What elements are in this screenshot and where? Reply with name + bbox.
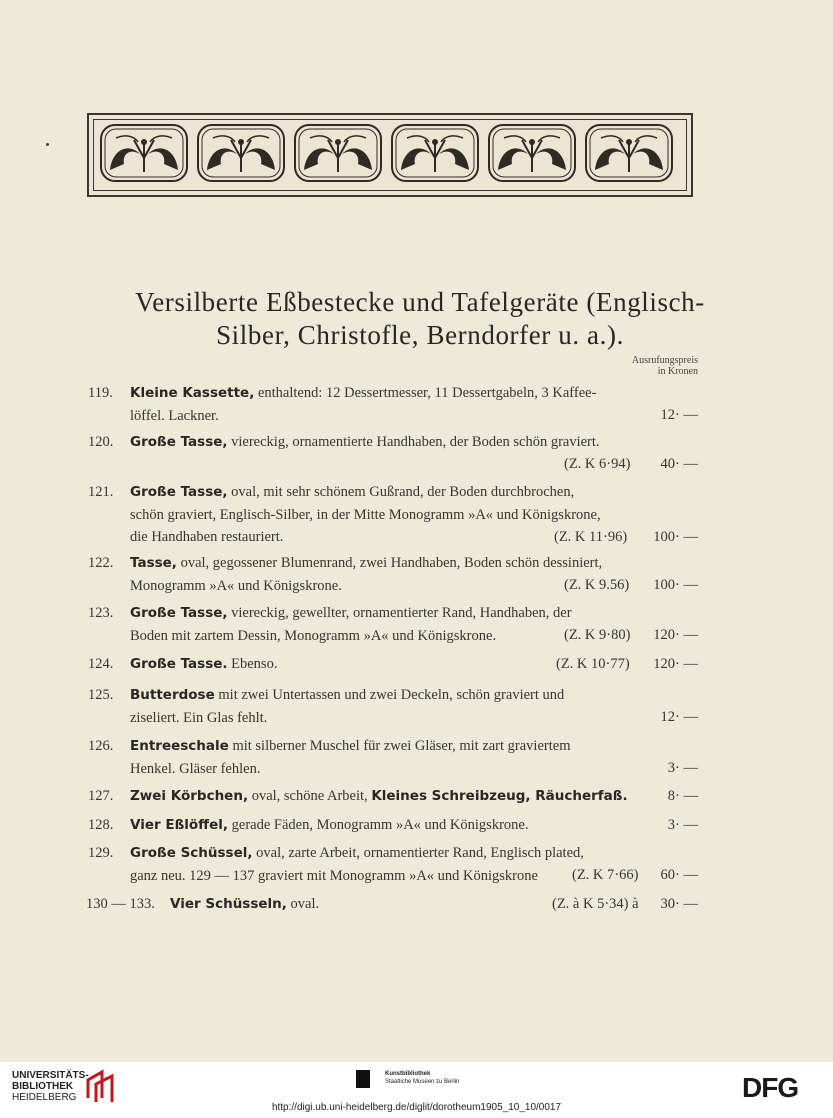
- lot-description: enthaltend: 12 Dessertmesser, 11 Dessertgabeln, 3 Kaffee-: [254, 385, 597, 401]
- catalog-entry-122: [88, 552, 698, 598]
- lot-reference: (Z. K 10·77): [556, 656, 630, 672]
- lot-price: 120· —: [653, 627, 698, 643]
- lot-number: 119.: [88, 385, 113, 401]
- catalog-entry-121: [88, 481, 698, 549]
- lot-reference: (Z. à K 5·34) à: [552, 896, 639, 912]
- lot-number: 121.: [88, 484, 114, 500]
- lot-price: 3· —: [667, 817, 698, 833]
- lot-price: 40· —: [660, 456, 698, 472]
- lot-title: Große Tasse.: [130, 656, 228, 672]
- lot-description: viereckig, ornamentierte Handhaben, der Boden schön graviert.: [227, 434, 600, 450]
- lot-description: ziseliert. Ein Glas fehlt.: [130, 709, 268, 726]
- lot-description: ganz neu. 129 — 137 graviert mit Monogramm »A« und Königskrone: [130, 867, 538, 884]
- ornament-tile-6: [585, 124, 673, 182]
- lot-title: Große Tasse,: [130, 434, 228, 450]
- ink-dot: [46, 143, 49, 146]
- lot-title: Entreeschale: [130, 738, 229, 754]
- heading-line-2: Silber, Christofle, Berndorfer u. a.).: [216, 320, 624, 350]
- lot-title: Vier Eßlöffel,: [130, 817, 229, 833]
- lot-description: die Handhaben restauriert.: [130, 529, 284, 545]
- lot-description: Ebenso.: [227, 656, 278, 672]
- catalog-entry-124: [88, 653, 698, 677]
- ornament-tile-4: [391, 124, 479, 182]
- lot-description: gerade Fäden, Monogramm »A« und Königskrone.: [228, 817, 529, 833]
- lot-description: schön graviert, Englisch-Silber, in der Mitte Monogramm »A« und Königskrone,: [130, 506, 601, 523]
- lot-description: oval.: [286, 896, 320, 912]
- dfg-logo: DFG: [742, 1072, 799, 1103]
- lot-reference: (Z. K 9.56): [564, 577, 630, 593]
- lot-title: Große Tasse,: [130, 605, 228, 621]
- lot-title: Kleine Kassette,: [130, 385, 255, 401]
- lot-description: oval, schöne Arbeit,: [248, 788, 372, 804]
- heading-line-1: Versilberte Eßbestecke und Tafelgeräte (Englisch-: [135, 287, 705, 317]
- digitization-footer: [0, 1062, 833, 1118]
- catalog-entry-129: [88, 842, 698, 888]
- section-heading: [70, 286, 770, 352]
- lot-description: mit silberner Muschel für zwei Gläser, mit zart graviertem: [228, 738, 571, 754]
- lot-reference: (Z. K 9·80): [564, 627, 631, 643]
- kunstbibliothek-label: Kunstbibliothek Staatliche Museen zu Berlin: [385, 1071, 460, 1085]
- lot-price: 100· —: [653, 529, 698, 545]
- lot-price: 30· —: [660, 896, 698, 912]
- lot-title: Große Schüssel,: [130, 845, 253, 861]
- lot-price: 12· —: [660, 407, 698, 423]
- lot-price: 12· —: [660, 709, 698, 725]
- lot-title: Tasse,: [130, 555, 177, 571]
- lot-number: 124.: [88, 656, 114, 672]
- university-library-label: UNIVERSITÄTS- BIBLIOTHEK HEIDELBERG: [12, 1070, 89, 1103]
- lot-description: mit zwei Untertassen und zwei Deckeln, schön graviert und: [214, 687, 565, 703]
- ornamental-border: [87, 113, 693, 197]
- catalog-entry-128: [88, 814, 698, 838]
- lot-description: oval, mit sehr schönem Gußrand, der Boden durchbrochen,: [227, 484, 575, 500]
- lot-number: 123.: [88, 605, 114, 621]
- lot-reference: (Z. K 7·66): [572, 867, 639, 883]
- catalog-entry-120: [88, 431, 698, 477]
- permalink-url[interactable]: http://digi.ub.uni-heidelberg.de/diglit/dorotheum1905_10_10/0017: [271, 1102, 562, 1113]
- lot-number: 128.: [88, 817, 114, 833]
- lot-number: 127.: [88, 788, 114, 804]
- lot-price: 120· —: [653, 656, 698, 672]
- lot-price: 60· —: [660, 867, 698, 883]
- lot-description: oval, zarte Arbeit, ornamentierter Rand, Englisch plated,: [252, 845, 584, 861]
- lot-title: Vier Schüsseln,: [170, 896, 287, 912]
- lot-description: Monogramm »A« und Königskrone.: [130, 577, 342, 594]
- catalog-entry-125: [88, 684, 698, 730]
- lot-description: Henkel. Gläser fehlen.: [130, 760, 261, 777]
- kunstbibliothek-logo-icon: [356, 1070, 370, 1088]
- price-column-header: Ausrufungspreis in Kronen: [631, 355, 698, 377]
- ornament-tile-3: [294, 124, 382, 182]
- lot-number: 122.: [88, 555, 114, 571]
- ornament-tile-5: [488, 124, 576, 182]
- catalog-entry-127: [88, 785, 698, 809]
- lot-description: viereckig, gewellter, ornamentierter Rand, Handhaben, der: [227, 605, 572, 621]
- lot-description: oval, gegossener Blumenrand, zwei Handhaben, Boden schön dessiniert,: [176, 555, 603, 571]
- lot-number: 125.: [88, 687, 114, 703]
- catalog-entry-126: [88, 735, 698, 781]
- university-library-logo-icon: [84, 1068, 116, 1104]
- lot-reference: (Z. K 6·94): [564, 456, 631, 472]
- ornament-tile-2: [197, 124, 285, 182]
- lot-number: 126.: [88, 738, 114, 754]
- lot-price: 100· —: [653, 577, 698, 593]
- lot-title: Zwei Körbchen,: [130, 788, 249, 804]
- lot-number: 120.: [88, 434, 114, 450]
- lot-number: 130 — 133.: [86, 896, 155, 912]
- lot-title: Kleines Schreibzeug, Räucherfaß.: [371, 788, 628, 804]
- lot-description: Boden mit zartem Dessin, Monogramm »A« und Königskrone.: [130, 627, 497, 644]
- lot-price: 8· —: [667, 788, 698, 804]
- lot-title: Butterdose: [130, 687, 215, 703]
- catalog-entry-119: [88, 382, 698, 428]
- lot-title: Große Tasse,: [130, 484, 228, 500]
- lot-price: 3· —: [667, 760, 698, 776]
- catalog-entry-130-133: [88, 893, 698, 917]
- lot-description: löffel. Lackner.: [130, 407, 219, 424]
- catalog-entry-123: [88, 602, 698, 648]
- lot-number: 129.: [88, 845, 114, 861]
- ornament-tile-1: [100, 124, 188, 182]
- lot-reference: (Z. K 11·96): [554, 529, 628, 545]
